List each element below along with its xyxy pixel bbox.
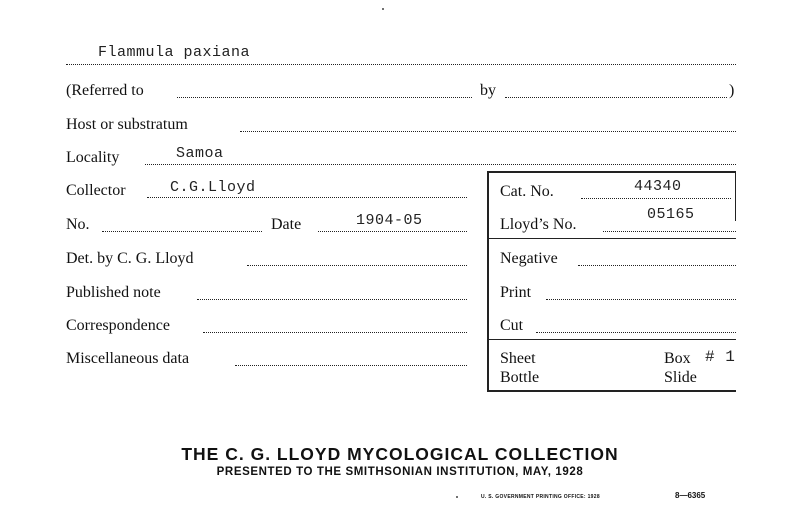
collector-label: Collector	[66, 182, 126, 199]
box-label: Box	[664, 350, 691, 367]
date-value: 1904-05	[356, 212, 423, 229]
cut-line	[536, 332, 736, 333]
locality-label: Locality	[66, 149, 120, 166]
form-number: 8—6365	[675, 491, 706, 500]
published-label: Published note	[66, 284, 161, 301]
det-line	[247, 265, 467, 266]
date-label: Date	[271, 216, 302, 233]
date-line	[318, 231, 467, 232]
by-label: by	[480, 82, 496, 99]
specimen-name: Flammula paxiana	[98, 44, 251, 61]
referred-to-line	[177, 97, 472, 98]
cat-no-value: 44340	[634, 178, 682, 195]
sheet-label: Sheet	[500, 350, 536, 367]
cut-label: Cut	[500, 317, 524, 334]
bottle-label: Bottle	[500, 369, 540, 386]
negative-label: Negative	[500, 250, 558, 267]
printing-office-note: U. S. GOVERNMENT PRINTING OFFICE: 1928	[481, 494, 600, 500]
collector-line	[147, 197, 467, 198]
box-left-border	[487, 171, 489, 391]
published-line	[197, 299, 467, 300]
lloyds-no-value: 05165	[647, 206, 695, 223]
lloyds-no-label: Lloyd’s No.	[500, 216, 577, 233]
print-label: Print	[500, 284, 532, 301]
host-label: Host or substratum	[66, 116, 188, 133]
misc-line	[235, 365, 467, 366]
specimen-name-line	[66, 64, 736, 65]
by-line	[505, 97, 727, 98]
close-paren: )	[729, 82, 735, 99]
no-line	[102, 231, 262, 232]
correspondence-label: Correspondence	[66, 317, 170, 334]
collector-value: C.G.Lloyd	[170, 179, 256, 196]
scan-speck	[382, 8, 384, 10]
collection-subtitle: PRESENTED TO THE SMITHSONIAN INSTITUTION, MAY, 1928	[216, 466, 584, 478]
box-top-border	[487, 171, 736, 173]
cat-no-label: Cat. No.	[500, 183, 554, 200]
referred-to-label: (Referred to	[66, 82, 144, 99]
negative-line	[578, 265, 736, 266]
host-line	[240, 131, 736, 132]
box-right-mark	[735, 171, 736, 221]
correspondence-line	[203, 332, 467, 333]
cut-rule	[488, 339, 736, 340]
lloyds-no-rule	[488, 238, 736, 239]
box-value: # 1	[705, 348, 736, 366]
det-label: Det. by C. G. Lloyd	[66, 250, 194, 267]
no-label: No.	[66, 216, 90, 233]
box-bottom-border	[487, 390, 736, 392]
misc-label: Miscellaneous data	[66, 350, 190, 367]
print-line	[546, 299, 736, 300]
lloyds-no-line	[603, 231, 736, 232]
cat-no-line	[581, 198, 731, 199]
locality-line	[145, 164, 736, 165]
slide-label: Slide	[664, 369, 697, 386]
collection-title: THE C. G. LLOYD MYCOLOGICAL COLLECTION	[181, 444, 619, 464]
scan-speck	[456, 496, 458, 498]
locality-value: Samoa	[176, 145, 224, 162]
